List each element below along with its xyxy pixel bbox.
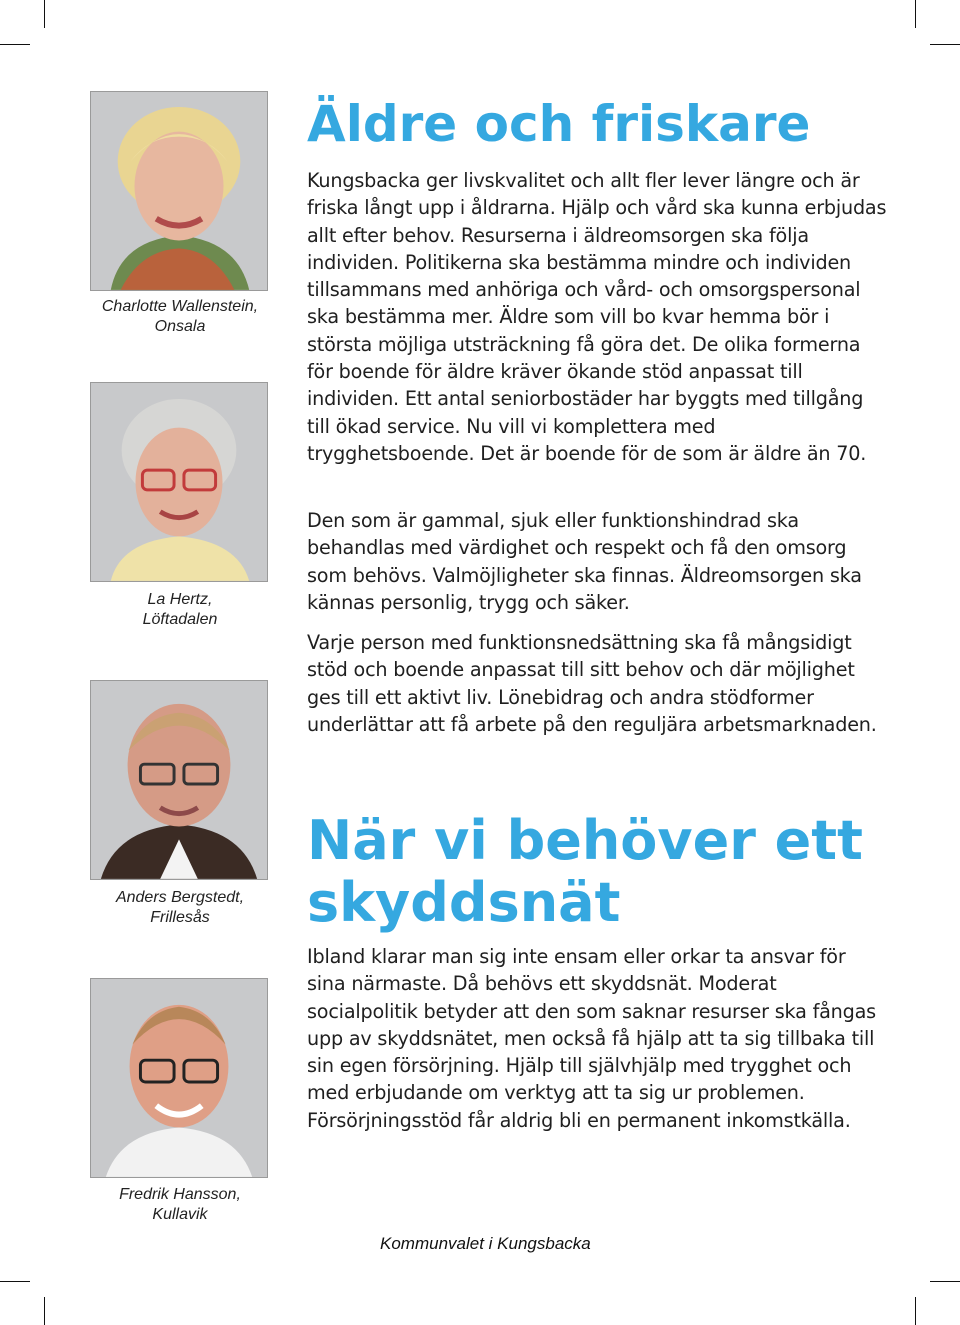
body-paragraph: Ibland klarar man sig inte ensam eller orkar ta ansvar för sina närmaste. Då behövs ett skyddsnät. Moderat socialpolitik betyder att den som saknar resurser ska fångas upp av skyddsnätet, men också få hjälp att ta sig tillbaka till sin egen försörjning. Hjälp till självhjälp med trygghet och med erbjudande om verktyg att ta sig ur problemen. Försörjningsstöd får aldrig bli en permanent inkomstkälla.	[307, 945, 876, 1132]
crop-mark	[930, 1281, 960, 1282]
crop-mark	[915, 1297, 916, 1325]
portrait-caption	[88, 297, 272, 337]
crop-mark	[0, 1281, 30, 1282]
portrait-photo	[90, 680, 268, 880]
body-paragraph: Den som är gammal, sjuk eller funktionshindrad ska behandlas med värdighet och respekt och få den omsorg som behövs. Valmöjligheter ska finnas. Äldreomsorgen ska kännas personlig, trygg och säker.	[307, 509, 862, 614]
person-name: Anders Bergstedt,	[115, 889, 245, 906]
person-place: Onsala	[154, 318, 206, 335]
section-heading: Äldre och friskare	[307, 95, 811, 153]
person-place: Kullavik	[152, 1206, 208, 1223]
section-heading: När vi behöver ett skyddsnät	[307, 809, 863, 934]
portrait-photo	[90, 91, 268, 291]
portrait-photo	[90, 978, 268, 1178]
person-name: La Hertz,	[147, 591, 213, 608]
person-name: Fredrik Hansson,	[119, 1186, 241, 1203]
portrait-caption	[88, 888, 272, 928]
person-place: Löftadalen	[142, 611, 218, 628]
crop-mark	[44, 0, 45, 28]
portrait-caption	[88, 1185, 272, 1225]
crop-mark	[0, 44, 30, 45]
portrait-caption	[88, 590, 272, 630]
person-place: Frillesås	[150, 909, 210, 926]
portrait-photo	[90, 382, 268, 582]
body-paragraph: Kungsbacka ger livskvalitet och allt fler lever längre och är friska långt upp i åldrarna. Hjälp och vård ska kunna erbjudas allt efter behov. Resurserna i äldreomsorgen ska följa individen. Politikerna ska bestämma mindre och individen tillsammans med anhöriga och vård- och omsorgspersonal ska bestämma mer. Äldre som vill bo kvar hemma bör i största möjliga utsträckning få göra det. De olika formerna för boende för äldre kräver ökande stöd anpassat till individen. Ett antal seniorbostäder har byggts med tillgång till ökad service. Nu vill vi komplettera med trygghetsboende. Det är boende för de som är äldre än 70.	[307, 169, 887, 465]
person-name: Charlotte Wallenstein,	[101, 298, 259, 315]
crop-mark	[44, 1297, 45, 1325]
page-footer: Kommunvalet i Kungsbacka	[380, 1234, 591, 1253]
crop-mark	[915, 0, 916, 28]
crop-mark	[930, 44, 960, 45]
body-paragraph: Varje person med funktionsnedsättning ska få mångsidigt stöd och boende anpassat till sitt behov och där möjlighet ges till ett aktivt liv. Lönebidrag och andra stödformer underlättar att få arbete på den reguljära arbetsmarknaden.	[307, 631, 877, 736]
